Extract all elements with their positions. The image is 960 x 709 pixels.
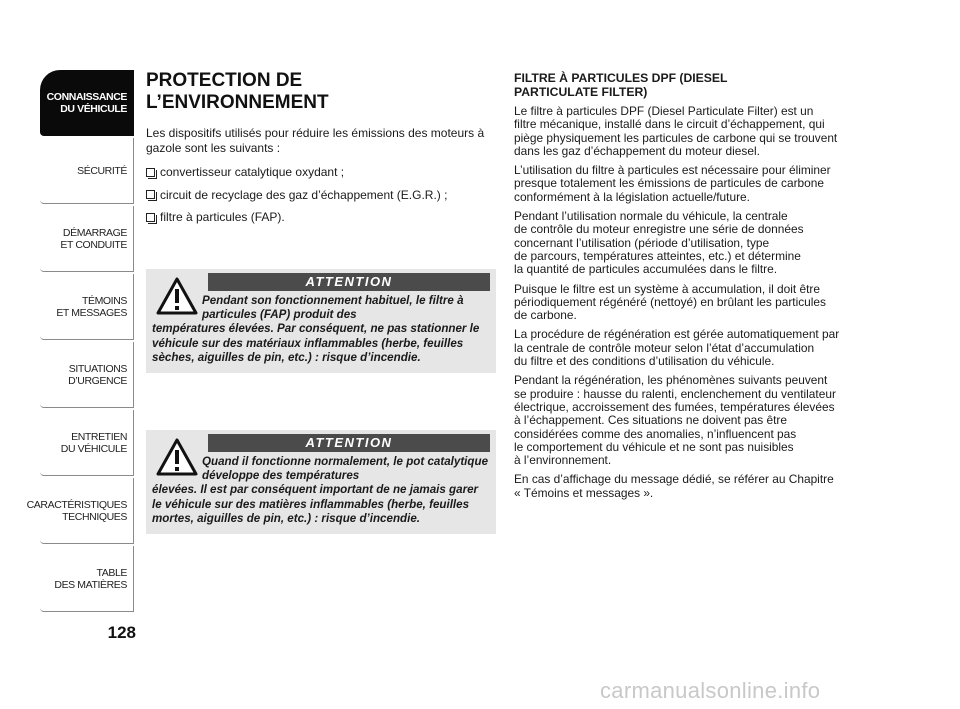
warning-text-rest: températures élevées. Par conséquent, ne pas stationner le véhicule sur des matériaux inflammables (herbe, feuilles sèches, aiguilles de pin, etc.) : risque d’incendie. [152,322,480,364]
checkbox-square-icon [146,168,155,177]
dpf-paragraph: Pendant l’utilisation normale du véhicule, la centrale de contrôle du moteur enregistre une série de données concernant l’utilisation (période d’utilisation, type de parcours, températures atteintes, etc.) et détermine la quantité de particules accumulées dans le filtre. [514,209,804,277]
checkbox-square-icon [146,190,155,199]
dpf-paragraph: Pendant la régénération, les phénomènes suivants peuvent se produire : hausse du ralenti, enclenchement du ventilateur électrique, accroissement des fumées, températures élevées à l’échappement. Ces situations ne doivent pas être considérées comme des anomalies, n’influencent pas le comportement du véhicule et ne sont pas nuisibles à l’environnement. [514,373,836,468]
page-number: 128 [107,623,136,642]
watermark: carmanualsonline.info [600,678,821,703]
tab-label: DÉMARRAGE ET CONDUITE [60,226,127,251]
warning-box-fap [146,269,496,373]
checkbox-square-icon [146,213,155,222]
warning-box-catalytic [146,430,496,534]
warning-triangle-icon [156,438,198,476]
warning-triangle-icon [156,277,198,315]
warning-text [152,294,490,365]
section-title: PROTECTION DE L’ENVIRONNEMENT [146,70,329,113]
list-item [146,210,496,225]
dpf-paragraph: L’utilisation du filtre à particules est nécessaire pour éliminer presque totalement les émissions de particules de carbone conformément à la législation actuelle/future. [514,163,831,204]
tab-label: CONNAISSANCE DU VÉHICULE [46,90,127,115]
tab-temoins-et-messages[interactable] [40,274,134,340]
tab-entretien-du-vehicule[interactable] [40,410,134,476]
warning-text-rest: élevées. Il est par conséquent important de ne jamais garer le véhicule sur des matières inflammables (herbe, feuilles mortes, aiguilles de pin, etc.) : risque d’incendie. [152,483,479,525]
dpf-paragraph: Le filtre à particules DPF (Diesel Particulate Filter) est un filtre mécanique, installé dans le circuit d’échappement, qui piège physiquement les particules de carbone qui se trouvent dans les gaz d’échappement du moteur diesel. [514,104,838,158]
tab-label: TABLE DES MATIÈRES [54,566,127,591]
warning-heading: ATTENTION [208,273,490,291]
list-item-text: filtre à particules (FAP). [160,210,285,224]
dpf-paragraph: En cas d’affichage du message dédié, se référer au Chapitre « Témoins et messages ». [514,472,834,500]
warning-text-first: Pendant son fonctionnement habituel, le filtre à particules (FAP) produit des [202,294,464,322]
tab-situations-d-urgence[interactable] [40,342,134,408]
device-list [146,165,496,225]
dpf-paragraph: La procédure de régénération est gérée automatiquement par la centrale de contrôle moteur selon l’état d’accumulation du filtre et des conditions d’utilisation du véhicule. [514,327,840,369]
tab-demarrage-et-conduite[interactable] [40,206,134,272]
warning-heading: ATTENTION [208,434,490,452]
environment-section [146,70,496,233]
warning-text [152,455,490,526]
list-item [146,165,496,180]
chapter-tabs [26,70,134,614]
list-item-text: circuit de recyclage des gaz d’échappement (E.G.R.) ; [160,187,448,202]
list-item-text: convertisseur catalytique oxydant ; [160,165,345,179]
tab-label: SITUATIONS D’URGENCE [68,362,127,387]
dpf-title: FILTRE À PARTICULES DPF (DIESEL PARTICULATE FILTER) [514,71,728,99]
list-item [146,188,496,203]
tab-caracteristiques-techniques[interactable] [26,478,134,544]
dpf-section [514,71,874,500]
warning-text-first: Quand il fonctionne normalement, le pot catalytique développe des températures [202,455,489,483]
tab-connaissance-du-vehicule[interactable] [40,70,134,136]
tab-label: SÉCURITÉ [77,164,127,177]
tab-table-des-matieres[interactable] [40,546,134,612]
dpf-paragraph: Puisque le filtre est un système à accumulation, il doit être périodiquement régénéré (nettoyé) en brûlant les particules de carbone. [514,281,826,323]
intro-text: Les dispositifs utilisés pour réduire les émissions des moteurs à gazole sont les suivants : [146,126,485,155]
tab-label: ENTRETIEN DU VÉHICULE [60,430,127,455]
tab-securite[interactable] [40,138,134,204]
tab-label: CARACTÉRISTIQUES TECHNIQUES [26,498,127,523]
tab-label: TÉMOINS ET MESSAGES [56,294,127,319]
